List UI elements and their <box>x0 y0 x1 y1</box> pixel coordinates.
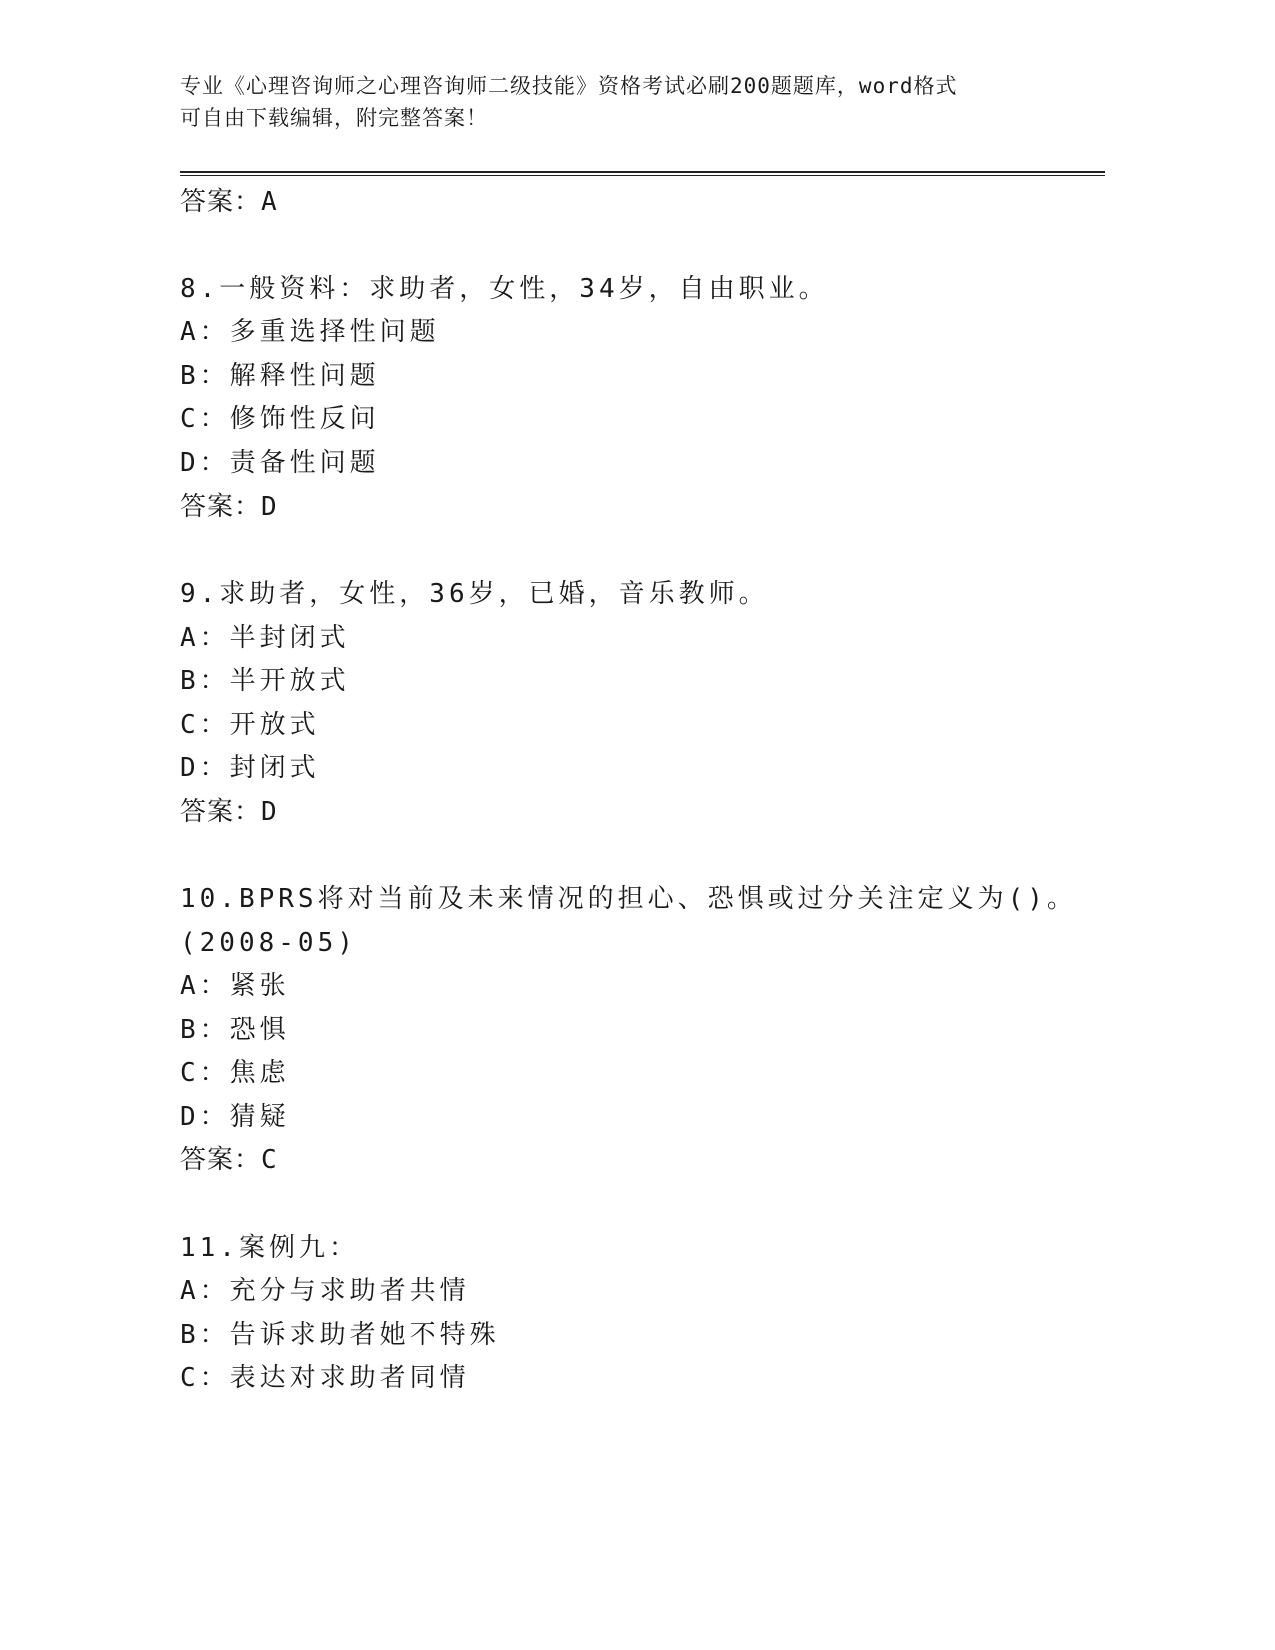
option-b: B：解释性问题 <box>180 361 380 391</box>
option-a: A：半封闭式 <box>180 623 350 653</box>
answer-line: 答案：D <box>180 797 278 827</box>
question-title-continued: (2008-05) <box>180 928 357 958</box>
header-line-2: 可自由下载编辑，附完整答案！ <box>180 106 488 130</box>
option-a: A：紧张 <box>180 971 290 1001</box>
option-d: D：责备性问题 <box>180 448 380 478</box>
document-header <box>180 70 1040 134</box>
document-page <box>180 0 1105 1650</box>
option-b: B：恐惧 <box>180 1015 290 1045</box>
question-title: 11.案例九： <box>180 1233 359 1263</box>
option-d: D：封闭式 <box>180 753 320 783</box>
option-c: C：表达对求助者同情 <box>180 1363 470 1393</box>
question-title: 10.BPRS将对当前及未来情况的担心、恐惧或过分关注定义为()。 <box>180 884 1077 914</box>
header-line-1: 专业《心理咨询师之心理咨询师二级技能》资格考试必刷200题题库，word格式 <box>180 74 958 98</box>
question-title: 8.一般资料：求助者，女性，34岁，自由职业。 <box>180 274 829 304</box>
option-c: C：修饰性反问 <box>180 404 380 434</box>
option-a: A：多重选择性问题 <box>180 317 440 347</box>
option-d: D：猜疑 <box>180 1102 290 1132</box>
header-divider <box>180 171 1105 176</box>
option-c: C：焦虑 <box>180 1058 290 1088</box>
question-title: 9.求助者，女性，36岁，已婚，音乐教师。 <box>180 579 769 609</box>
option-b: B：半开放式 <box>180 666 350 696</box>
answer-line: 答案：D <box>180 492 278 522</box>
option-c: C：开放式 <box>180 710 320 740</box>
option-a: A：充分与求助者共情 <box>180 1276 470 1306</box>
option-b: B：告诉求助者她不特殊 <box>180 1320 500 1350</box>
answer-line: 答案：A <box>180 187 278 217</box>
answer-line: 答案：C <box>180 1145 278 1175</box>
